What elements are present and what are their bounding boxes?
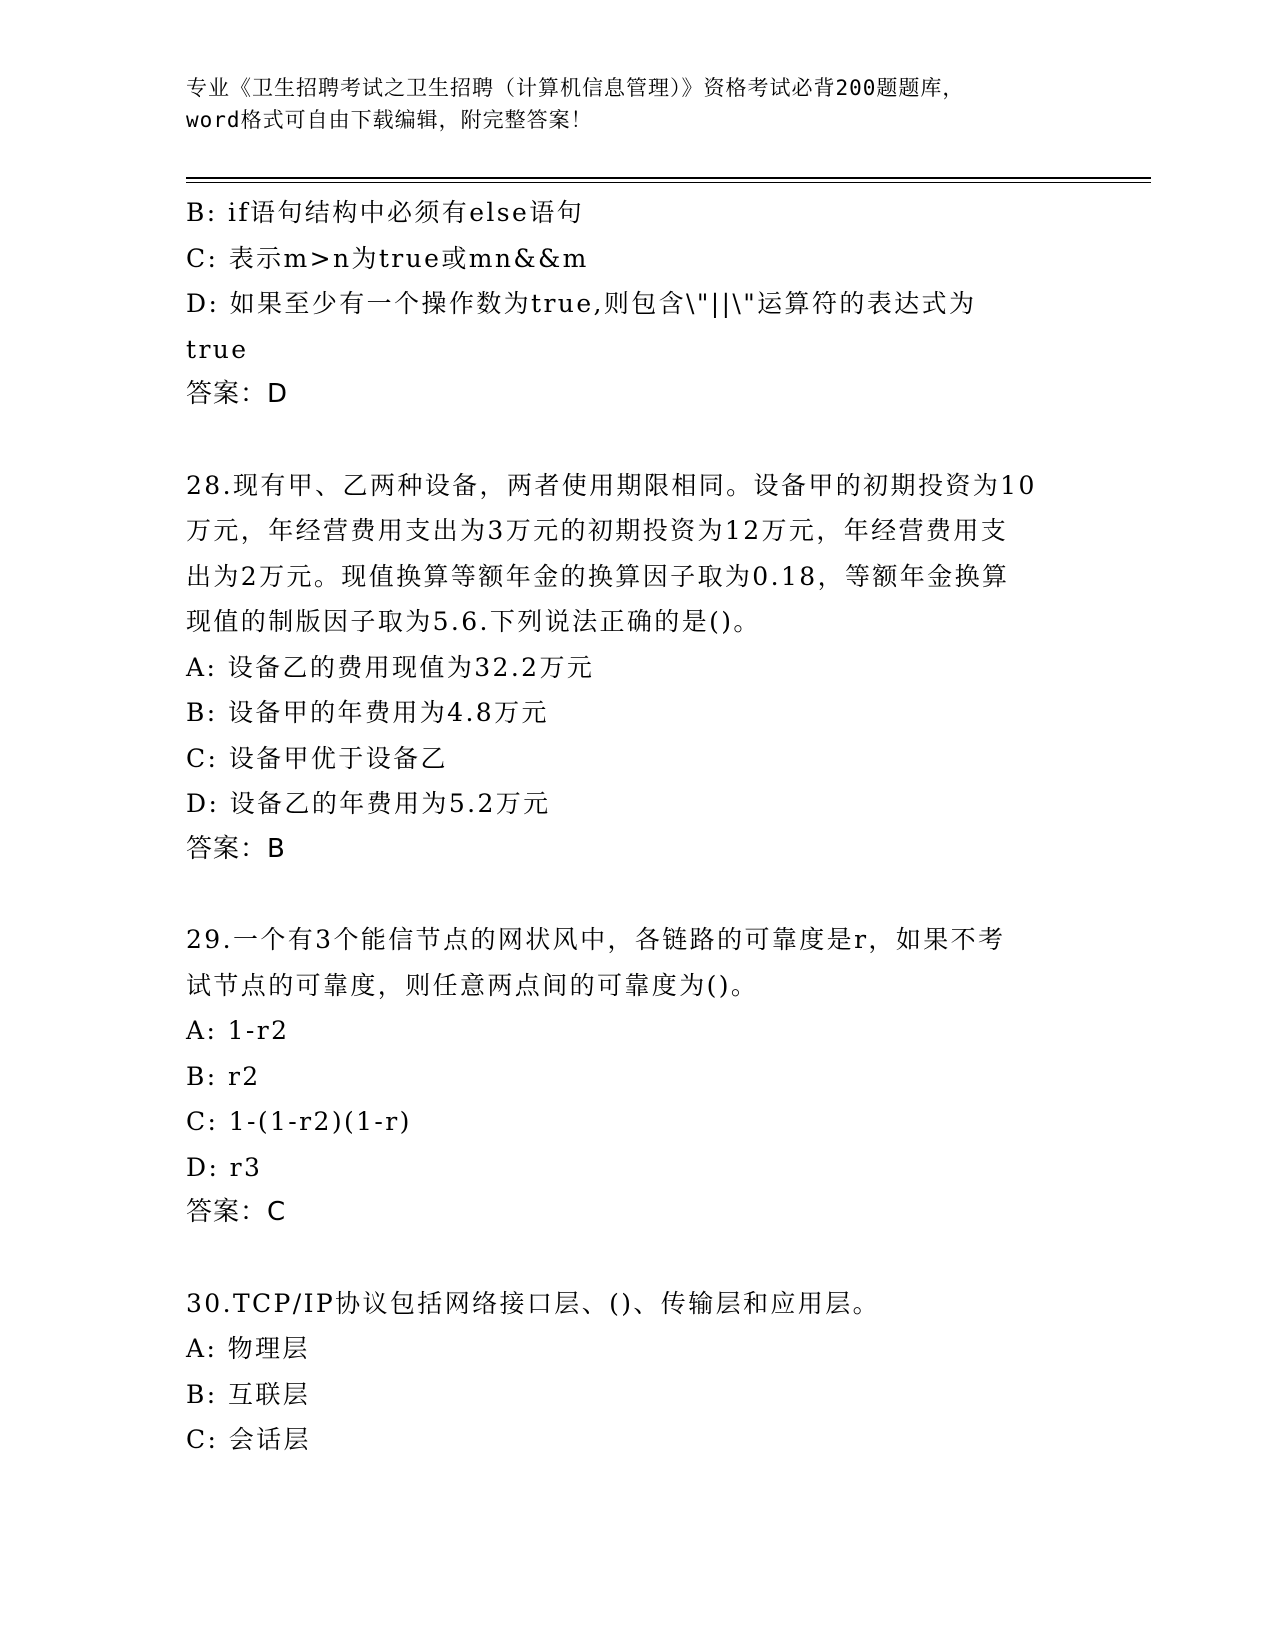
question-29 xyxy=(186,917,1086,1236)
question-list xyxy=(186,190,1086,1463)
question-spacer xyxy=(186,418,1086,463)
question-29-stem-line-2: 试节点的可靠度，则任意两点间的可靠度为()。 xyxy=(186,970,759,1000)
question-30-option-a: A: 物理层 xyxy=(186,1334,310,1363)
header-title-line-2: word格式可自由下载编辑，附完整答案！ xyxy=(186,108,593,132)
question-28-stem-line-4: 现值的制版因子取为5.6.下列说法正确的是()。 xyxy=(186,607,761,636)
question-29-option-d: D: r3 xyxy=(186,1152,263,1182)
question-30 xyxy=(186,1281,1086,1463)
question-27-option-d-line-2: true xyxy=(186,334,249,364)
question-spacer xyxy=(186,872,1086,917)
question-27-answer: 答案：D xyxy=(186,379,289,409)
question-28-option-c: C: 设备甲优于设备乙 xyxy=(186,743,448,773)
header-title-line-1: 专业《卫生招聘考试之卫生招聘（计算机信息管理）》资格考试必背200题题库， xyxy=(186,76,965,100)
question-30-stem-line-1: 30.TCP/IP协议包括网络接口层、()、传输层和应用层。 xyxy=(186,1288,881,1318)
header-divider-thin xyxy=(186,182,1151,183)
question-28-stem-line-1: 28.现有甲、乙两种设备，两者使用期限相同。设备甲的初期投资为10 xyxy=(186,470,1037,500)
question-27-option-d-line-1: D: 如果至少有一个操作数为true,则包含\"||\"运算符的表达式为 xyxy=(186,289,977,318)
question-29-answer: 答案：C xyxy=(186,1197,287,1227)
question-27-option-c: C: 表示m>n为true或mn&&m xyxy=(186,243,589,273)
question-28-option-d: D: 设备乙的年费用为5.2万元 xyxy=(186,789,551,818)
question-28 xyxy=(186,463,1086,873)
document-header xyxy=(186,72,1066,136)
question-30-option-c: C: 会话层 xyxy=(186,1425,311,1454)
question-30-option-b: B: 互联层 xyxy=(186,1379,311,1409)
header-divider-thick xyxy=(186,177,1151,179)
question-27-option-b: B: if语句结构中必须有else语句 xyxy=(186,198,585,227)
question-29-option-b: B: r2 xyxy=(186,1061,261,1091)
question-29-option-a: A: 1-r2 xyxy=(186,1016,290,1045)
question-28-stem-line-3: 出为2万元。现值换算等额年金的换算因子取为0.18，等额年金换算 xyxy=(186,561,1010,591)
question-28-stem-line-2: 万元，年经营费用支出为3万元的初期投资为12万元，年经营费用支 xyxy=(186,516,1009,545)
question-28-option-b: B: 设备甲的年费用为4.8万元 xyxy=(186,698,549,727)
question-spacer xyxy=(186,1236,1086,1281)
question-27 xyxy=(186,190,1086,418)
question-28-option-a: A: 设备乙的费用现值为32.2万元 xyxy=(186,652,595,682)
question-29-stem-line-1: 29.一个有3个能信节点的网状风中，各链路的可靠度是r，如果不考 xyxy=(186,925,1006,954)
question-28-answer: 答案：B xyxy=(186,833,286,864)
question-29-option-c: C: 1-(1-r2)(1-r) xyxy=(186,1107,412,1136)
